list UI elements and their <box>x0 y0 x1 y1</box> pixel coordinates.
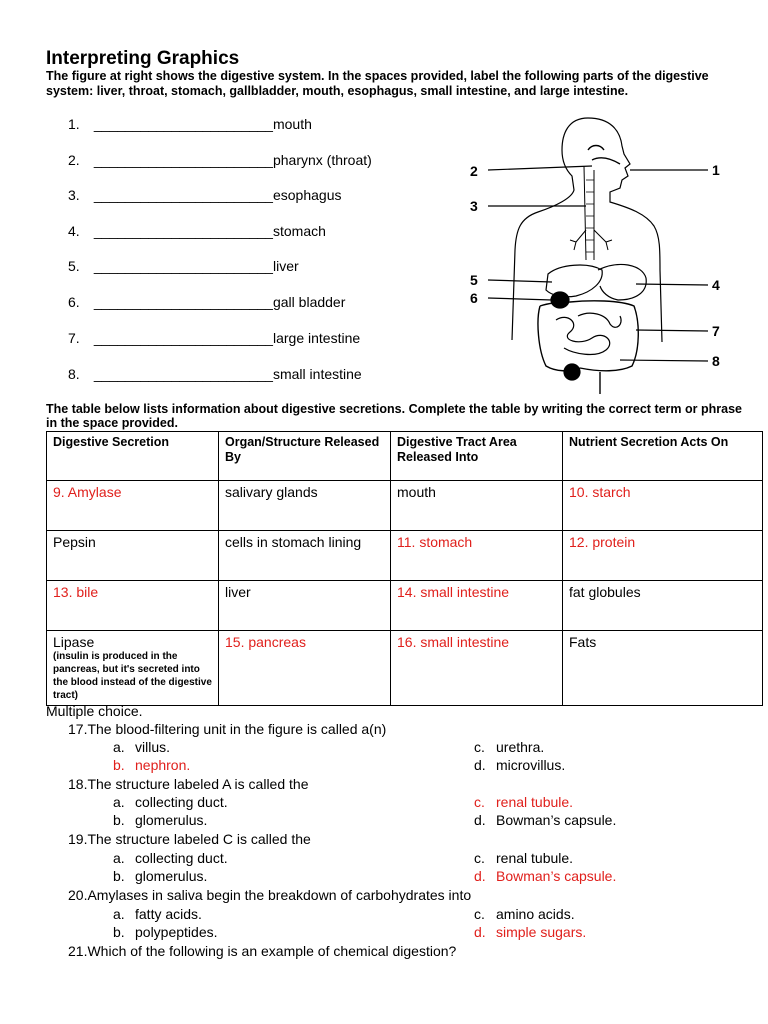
multiple-choice-heading: Multiple choice. <box>46 703 143 719</box>
label-item-1: 1. _______________________mouth <box>68 116 312 132</box>
diagram-label-6: 6 <box>470 290 478 306</box>
option-17c: c. urethra. <box>474 739 545 755</box>
table-cell: 10. starch <box>563 481 763 531</box>
option-18d: d. Bowman’s capsule. <box>474 812 617 828</box>
table-cell: fat globules <box>563 581 763 631</box>
diagram-label-8: 8 <box>712 353 720 369</box>
insulin-note: (insulin is produced in the pancreas, but it's secreted into the blood instead of the digestive tract) <box>53 651 212 701</box>
header-nutrient: Nutrient Secretion Acts On <box>563 432 763 481</box>
option-19b: b. glomerulus. <box>113 868 208 884</box>
diagram-label-7: 7 <box>712 323 720 339</box>
option-17d: d. microvillus. <box>474 757 566 773</box>
table-cell: 12. protein <box>563 531 763 581</box>
label-item-6: 6. _______________________gall bladder <box>68 294 346 310</box>
question-21: 21.Which of the following is an example of chemical digestion? <box>68 943 457 959</box>
table-cell: 9. Amylase <box>47 481 219 531</box>
table-row <box>47 531 763 581</box>
option-18a: a. collecting duct. <box>113 794 228 810</box>
table-header-row <box>47 432 763 481</box>
secretions-table <box>46 431 763 706</box>
question-19: 19.The structure labeled C is called the <box>68 831 311 847</box>
label-item-8: 8. _______________________small intestine <box>68 366 362 382</box>
table-cell: 16. small intestine <box>391 631 563 706</box>
option-18c: c. renal tubule. <box>474 794 574 810</box>
table-row <box>47 581 763 631</box>
question-18: 18.The structure labeled A is called the <box>68 776 309 792</box>
table-cell-lipase: Lipase (insulin is produced in the pancreas, but it's secreted into the blood instead of the digestive tract) <box>47 631 219 706</box>
option-19c: c. renal tubule. <box>474 850 574 866</box>
option-20a: a. fatty acids. <box>113 906 202 922</box>
label-item-3: 3. _______________________esophagus <box>68 187 342 203</box>
label-item-5: 5. _______________________liver <box>68 258 299 274</box>
option-17b: b. nephron. <box>113 757 191 773</box>
table-cell: mouth <box>391 481 563 531</box>
option-19a: a. collecting duct. <box>113 850 228 866</box>
table-row <box>47 481 763 531</box>
question-17: 17.The blood-filtering unit in the figure is called a(n) <box>68 721 387 737</box>
label-item-4: 4. _______________________stomach <box>68 223 326 239</box>
option-18b: b. glomerulus. <box>113 812 208 828</box>
table-cell: liver <box>219 581 391 631</box>
table-cell: salivary glands <box>219 481 391 531</box>
table-cell: 11. stomach <box>391 531 563 581</box>
table-row <box>47 631 763 706</box>
table-cell: 13. bile <box>47 581 219 631</box>
diagram-label-3: 3 <box>470 198 478 214</box>
digestive-system-diagram <box>460 110 740 400</box>
label-item-2: 2. _______________________pharynx (throat) <box>68 152 372 168</box>
option-20d: d. simple sugars. <box>474 924 587 940</box>
diagram-label-4: 4 <box>712 277 720 293</box>
label-item-7: 7. _______________________large intestine <box>68 330 361 346</box>
option-20c: c. amino acids. <box>474 906 575 922</box>
header-secretion: Digestive Secretion <box>47 432 219 481</box>
table-instructions: The table below lists information about digestive secretions. Complete the table by writing the correct term or phrase in the space provided. <box>46 402 742 430</box>
option-19d: d. Bowman’s capsule. <box>474 868 617 884</box>
option-17a: a. villus. <box>113 739 171 755</box>
table-cell: Fats <box>563 631 763 706</box>
header-organ: Organ/Structure Released By <box>219 432 391 481</box>
instructions: The figure at right shows the digestive system. In the spaces provided, label the following parts of the digestive system: liver, throat, stomach, gallbladder, mouth, esophagus, small intestine, and large intestine. <box>46 69 709 98</box>
diagram-label-1: 1 <box>712 162 720 178</box>
table-cell: 14. small intestine <box>391 581 563 631</box>
table-cell: cells in stomach lining <box>219 531 391 581</box>
header-area: Digestive Tract Area Released Into <box>391 432 563 481</box>
option-20b: b. polypeptides. <box>113 924 218 940</box>
page-title: Interpreting Graphics <box>46 48 240 69</box>
diagram-label-2: 2 <box>470 163 478 179</box>
table-cell: Pepsin <box>47 531 219 581</box>
question-20: 20.Amylases in saliva begin the breakdown of carbohydrates into <box>68 887 472 903</box>
diagram-label-5: 5 <box>470 272 478 288</box>
table-cell: 15. pancreas <box>219 631 391 706</box>
